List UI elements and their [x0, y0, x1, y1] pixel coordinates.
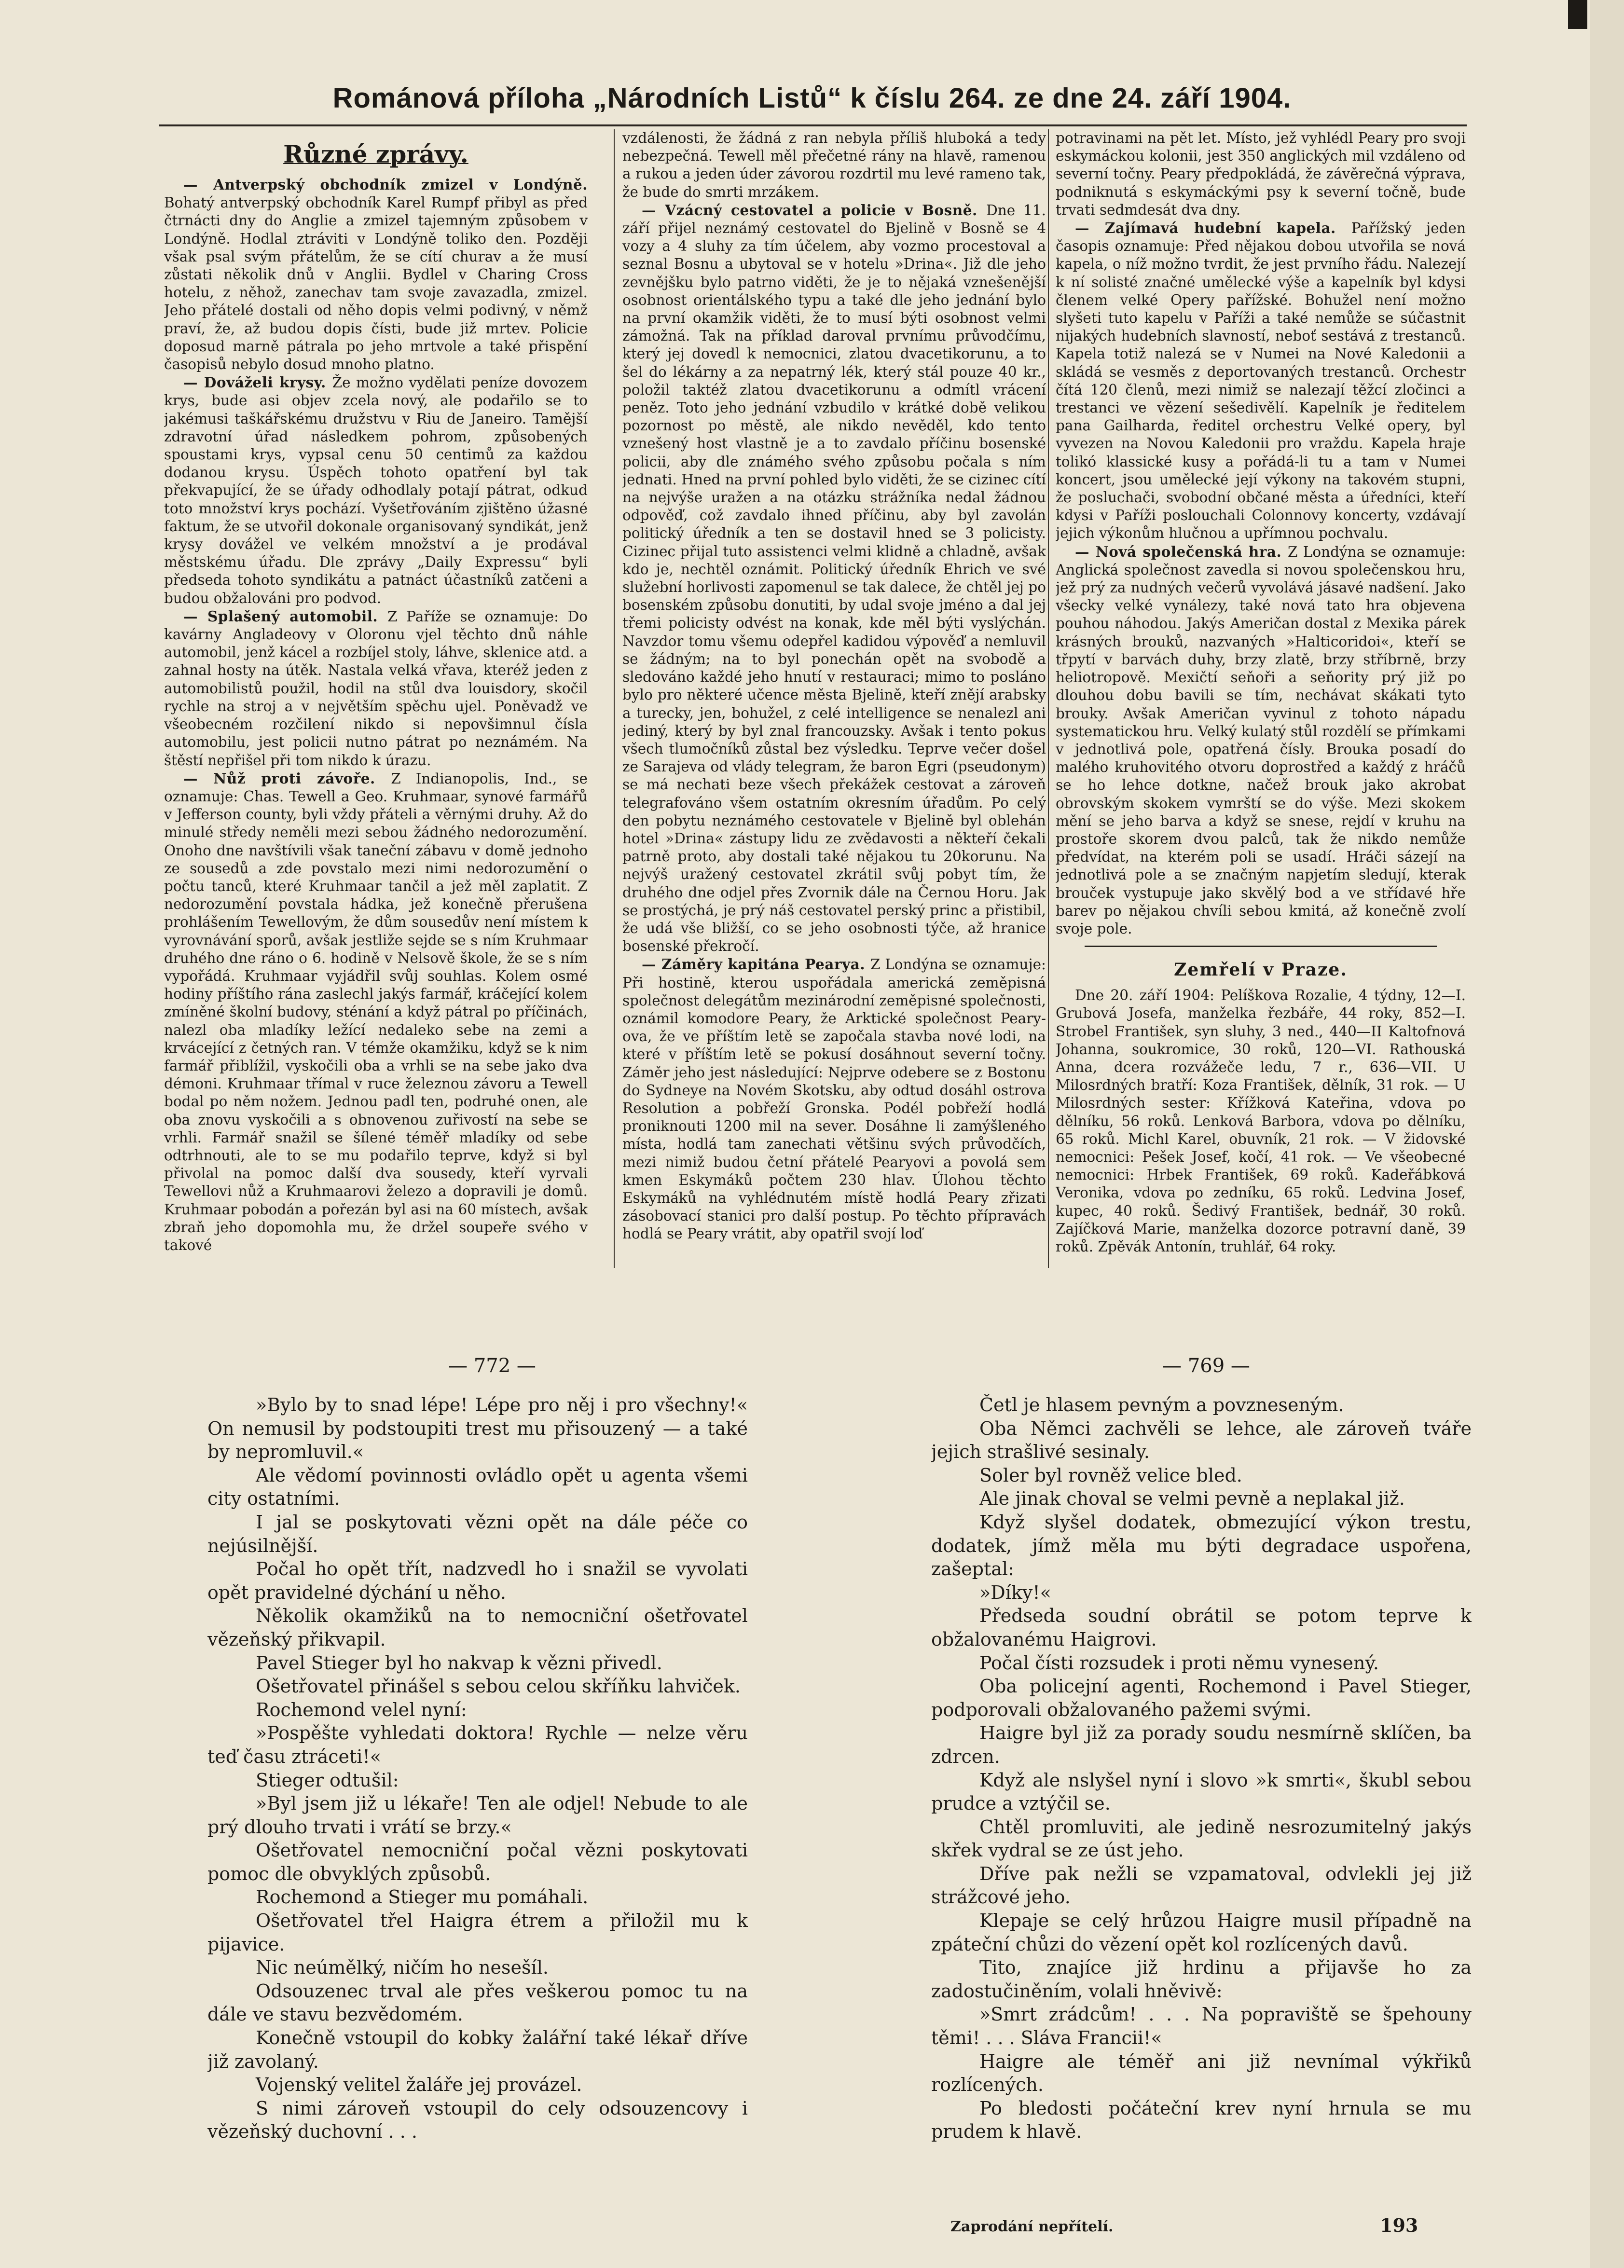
article-paragraph — [164, 373, 588, 607]
article-heading: — Nůž proti závoře. — [183, 770, 391, 787]
novel-paragraph: Ošetřovatel nemocniční počal vězni poskytovati pomoc dle obvyklých způsobů. — [207, 1840, 748, 1884]
article-body: Dne 11. září přijel neznámý cestovatel do Bjelině v Bosně se 4 vozy a 4 sluhy za tím účelem, aby vozmo procestoval a seznal Bosnu a ubytoval se v hotelu »Drina«. Již dle jeho zevnějšku bylo patrno viděti, že je to nějaká vznešenější osobnost orientálského typu a také dle jeho jednání bylo na první okamžik viděti, že to musí býti osobnost velmi zámožná. Tak na příklad daroval prvnímu průvodčímu, který jej dovedl k nemocnici, zlatou dvacetikorunu, a to šel do lékárny a za nepatrný lék, který stál pouze 40 kr., položil taktéž zlatou dvacetikorunu a odmítl vrácení peněz. Toto jeho jednání vzbudilo v krátké době velikou pozornost po městě, ale nikdo nevěděl, kdo tento vznešený host vlastně je a to zavdalo příčinu bosenské policii, aby dle známého svého způsobu počala s ním jednati. Hned na první pohled bylo viděti, že se cizinec cítí na nejvýše uražen a na otázku strážníka nedal žádnou odpověď, což zavdalo ihned příčinu, aby byl zavolán politický úředník a ten se dostavil hned se 3 policisty. Cizinec přijal tuto assistenci velmi klidně a chladně, avšak kdo je, nechtěl oznámit. Politický úředník Ehrich ve své služební horlivosti zapomenul se tak dalece, že chtěl jej po bosenském způsobu donutiti, by udal svoje jméno a dal jej třemi policisty odvést na konak, kde měl býti vyslýchán. Navzdor tomu všemu odepřel kadidou výpověď a nemluvil se žádným; na to byl ponechán opět na svobodě a sledováno každé jeho hnutí v restauraci; mimo to posláno bylo pro některé učence města Bjelině, kteří znějí arabsky a turecky, jen, bohužel, z celé intelligence se nenalezl ani jediný, který by byl znal francouzsky. Avšak i tento pokus všech tlumočníků zůstal bez výsledku. Teprve večer došel ze Sarajeva od vlády telegram, že baron Egri (pseudonym) se má nechati beze všech překážek cestovat a zároveň telegrafováno všem ostatním okresním úřadům. Po celý den pobytu neznámého cestovatele v Bjelině byl oblehán hotel »Drina« zástupy lidu ze zvědavosti a někteří čekali patrně proto, aby dostali také nějakou tu 20korunu. Na nejvýš uražený cestovatel zkrátil svůj pobyt tím, že druhého dne odjel přes Zvornik dále na Černou Horu. Jak se prostýchá, je prý náš cestovatel perský princ a přistibil, že udá vše bližší, co se jeho osobnosti týče, až hranice bosenské překročí. — [622, 202, 1046, 955]
novel-page-number-left: — 772 — — [448, 1355, 536, 1377]
page-header: Románová příloha „Národních Listů“ k číslu 264. ze dne 24. září 1904. — [332, 82, 1292, 114]
novel-paragraph: »Byl jsem již u lékaře! Ten ale odjel! Nebude to ale prý dlouho trvati i vrátí se brzy.« — [207, 1793, 748, 1838]
novel-paragraph: Ale jinak choval se velmi pevně a neplakal již. — [979, 1488, 1405, 1510]
novel-paragraph: Odsouzenec trval ale přes veškerou pomoc tu na dále ve stavu bezvědomém. — [207, 1980, 748, 2025]
novel-paragraph: Haigre ale téměř ani již nevnímal výkřiků rozlícených. — [931, 2050, 1472, 2096]
article-paragraph — [1056, 219, 1466, 543]
article-heading: — Splašený automobil. — [183, 607, 388, 625]
article-body: Pařížský jeden časopis oznamuje: Před nějakou dobou utvořila se nová kapela, o níž možno tvrdit, že jest prvního řádu. Nalezejí k ní solisté značné umělecké výše a kapelník byl kdysi členem velké Opery pařížské. Bohužel není možno slyšeti tuto kapelu v Paříži a také nemůže se súčastnit nijakých hudebních slavností, neboť sestává z trestanců. Kapela totiž nalezá se v Numei na Nové Kaledonii a skládá se vesměs z deportovaných trestanců. Orchestr čítá 120 členů, mezi nimiž se nalezají těžcí zločinci a trestanci ve vězení sešedivělí. Kapelník je ředitelem pana Gailharda, ředitel orchestru Velké opery, byl vyvezen na Novou Kaledonii pro vraždu. Kapela hraje tolikó klassické kusy a pořádá-li tu a tam v Numei koncert, jsou umělecké její výkony na takovém stupni, že posluchači, svobodní občané města a úředníci, kteří kdysi v Paříži poslouchali Colonnovy koncerty, vzdávají jejich výkonům hlučnou a upřímnou pochvalu. — [1056, 220, 1466, 542]
article-body: Z Paříže se oznamuje: Do kavárny Angladeovy v Oloronu vjel těchto dnů náhle automobil, jenž kácel a rozbíjel stoly, láhve, sklenice atd. a zahnal hosty na útěk. Nastala velká vřava, kteréž jeden z automobilistů použil, hodil na stůl dva louisdory, skočil rychle na stroj a v největším spěchu ujel. Poněvadž ve všeobecném rozčilení nikdo si nepovšimnul čísla automobilu, jest policii nutno pátrat po neznámém. Na štěstí nepřišel při tom nikdo k úrazu. — [164, 608, 588, 769]
novel-text-left — [207, 1393, 748, 2175]
novel-paragraph: »Bylo by to snad lépe! Lépe pro něj i pro všechny!« On nemusil by podstoupiti trest mu přisouzený — a také by nepromluvil.« — [207, 1394, 748, 1463]
novel-paragraph: Když slyšel dodatek, obmezující výkon trestu, dodatek, jímž měla mu býti degradace uspořena, zašeptal: — [931, 1511, 1472, 1580]
article-heading: — Dováželi krysy. — [183, 374, 332, 391]
article-body: Z Londýna se oznamuje: Při hostině, kterou uspořádala americká zeměpisná společnost delegátům mezinárodní zeměpisné společnosti, oznámil komodore Peary, že Arktické společnost Peary-ova, že ve příštím letě se započala stavba nové lodi, na které v příštím letě se pokusí dosáhnout severní točny. Záměr jeho jest následující: Nejprve odebere se z Bostonu do Sydneye na Novém Skotsku, aby odtud dosáhl ostrova Resolution a pobřeží Gronska. Podél pobřeží hodlá proniknouti 1200 mil na sever. Dosáhne li zamýšleného místa, hodlá tam zanechati většinu svých průvodčích, mezi nimiž budou četní přátelé Pearyovi a povolá sem kmen Eskymáků počtem 230 hlav. Úlohou těchto Eskymáků na vyhlédnutém místě hodlá Peary zřizati zásobovací stanici pro další postup. Po těchto přípravách hodlá se Peary vrátit, aby opatřil svojí loď — [622, 956, 1046, 1242]
article-paragraph — [622, 955, 1046, 1243]
novel-paragraph: Klepaje se celý hrůzou Haigre musil případně na zpáteční chůzi do vězení opět kol rozlícených davů. — [931, 1910, 1472, 1955]
novel-paragraph: Ale vědomí povinnosti ovládlo opět u agenta všemi city ostatními. — [207, 1464, 748, 1510]
novel-paragraph: I jal se poskytovati vězni opět na dále péče co nejúsilnější. — [207, 1511, 748, 1556]
column-2 — [622, 129, 1046, 1278]
article-paragraph — [164, 607, 588, 770]
page-edge — [1590, 0, 1624, 2268]
article-heading: — Vzácný cestovatel a policie v Bosně. — [642, 201, 987, 219]
article-paragraph — [1056, 543, 1466, 938]
novel-paragraph: Počal čísti rozsudek i proti němu vynesený. — [979, 1652, 1379, 1674]
novel-paragraph: Ošetřovatel přinášel s sebou celou skříňku lahviček. — [256, 1676, 741, 1697]
continued-text: potravinami na pět let. Místo, jež vyhlédl Peary pro svoji eskymáckou kolonii, jest 350 anglických mil vzdáleno od severní točny. Peary předpokládá, že závěrečná výprava, podniknutá s eskymáckými psy k severní točně, bude trvati sedmdesát dva dny. — [1056, 130, 1466, 218]
novel-paragraph: Tito, znajíce již hrdinu a přijavše ho za zadostučiněním, volali hněvivě: — [931, 1957, 1472, 2002]
article-heading: — Nová společenská hra. — [1075, 543, 1288, 560]
column-3-articles — [1056, 219, 1466, 938]
novel-paragraph: Četl je hlasem pevným a povzneseným. — [979, 1394, 1344, 1416]
novel-text-right — [931, 1393, 1472, 2175]
column-1 — [164, 129, 588, 1278]
article-body: Bohatý antverpský obchodník Karel Rumpf přibyl as před čtrnácti dny do Anglie a zmizel tajemným způsobem v Londýně. Hodlal ztráviti v Londýně toliko den. Později však psal svým přátelům, že se cítí churav a že musí zůstati několik dnů v Anglii. Bydlel v Charing Cross hotelu, z něhož, zanechav tam svoje zavazadla, zmizel. Jeho přátelé dostali od něho dopis velmi podivný, v němž praví, že, až budou dopis čísti, bude již mrtev. Policie doposud marně pátrala po jeho mrtvole a také přispění časopisů nebylo dosud mnoho platno. — [164, 194, 588, 373]
article-heading: — Antverpský obchodník zmizel v Londýně. — [183, 176, 588, 193]
novel-paragraph: »Díky!« — [979, 1581, 1051, 1603]
novel-paragraph: Chtěl promluviti, ale jedině nesrozumitelný jakýs skřek vydral se ze úst jeho. — [931, 1816, 1472, 1861]
article-paragraph — [164, 770, 588, 1254]
column-divider — [1048, 129, 1049, 1268]
article-paragraph — [622, 201, 1046, 956]
article-body: Z Londýna se oznamuje: Anglická společnost zavedla si novou společenskou hru, jež prý za nudných večerů vyvolává jásavé nadšení. Jako všecky velké vynálezy, také nová tato hra objevena pouhou náhodou. Jakýs Američan dostal z Mexika párek krásných brouků, nazvaných »Halticoridoi«, kteří se třpytí v barvách duhy, brzy zlatě, brzy stříbrně, brzy heliotropově. Mexičtí seňoři a seňority prý již po dlouhou dobu bavili se tím, nechávat skákati tyto brouky. Avšak Američan vyvinul z tohoto nápadu systematickou hru. Velký kulatý stůl rozdělí se přímkami v jednotlivá pole, opatřená čísly. Brouka posadí do malého kruhovitého otvoru doprostřed a každý z hráčů se ho lehce dotkne, načež brouk jako akrobat obrovským skokem vymrští se do výše. Mezi skokem mění se jeho barva a když se snese, rejdí v kruhu na prostoře skorem dvou palců, tak že nikdo nemůže předvídat, na kterém poli se usadí. Hráči sázejí na jednotlivá pole a se značným napjetím sledují, kterak brouček vystupuje jako skvělý bod a ve střídavé hře barev po nějakou chvíli sebou kmitá, až konečně zvolí svoje pole. — [1056, 543, 1466, 937]
column-2-articles — [622, 201, 1046, 1243]
novel-paragraph: Nic neúmělký, ničím ho nesešíl. — [256, 1957, 549, 1979]
novel-page-number-right: — 769 — — [1162, 1355, 1250, 1377]
novel-paragraph: Dříve pak nežli se vzpamatoval, odvlekli jej již strážcové jeho. — [931, 1863, 1472, 1908]
corner-mark — [1568, 0, 1587, 29]
article-body: Z Indianopolis, Ind., se oznamuje: Chas. Tewell a Geo. Kruhmaar, synové farmářů v Jefferson county, byli vždy přáteli a věrnými druhy. Až do minulé středy neměli mezi sebou žádného nedorozumění. Onoho dne navštívili však taneční zábavu v domě jednoho ze sousedů a zde povstalo mezi nimi nedorozumění o počtu tanců, které Kruhmaar tančil a jež měl zaplatit. Z nedorozumění povstala hádka, jež konečně přerušena prohlášením Tewellovým, že dům sousedův není místem k vyrovnávání sporů, avšak jestliže sejde se s ním Kruhmaar druhého dne ráno o 6. hodině v Nelsově škole, že se s ním vypořádá. Kruhmaar vyjádřil svůj souhlas. Kolem osmé hodiny příštího rána zaslechl jakýs farmář, kráčející kolem zmíněné školní budovy, sténání a když pátral po příčinách, nalezl oba mladíky ležící nedaleko sebe na zemi a krvácející z četných ran. V témže okamžiku, když se k nim farmář přiblížil, vyskočili oba a vrhli se na sebe jako dva démoni. Kruhmaar třímal v ruce železnou závoru a Tewell bodal po něm nožem. Jednou padl ten, podruhé onen, ale oba znovu vyskočili a s obnovenou zuřivostí na sebe se vrhli. Farmář snažil se šílené téměř mladíky od sebe odtrhnouti, ale to se mu podařilo teprve, když si byl přivolal na pomoc další dva sousedy, kteří vyrvali Tewellovi nůž a Kruhmaarovi železo a dopravili je domů. Kruhmaar pobodán a pořezán byl asi na 60 místech, avšak zbraň jeho dopomohla mu, že držel soupeře svého v takové — [164, 770, 588, 1253]
section-title: Různé zprávy. — [283, 140, 468, 168]
novel-paragraph: »Smrt zrádcům! . . . Na popraviště se špehouny těmi! . . . Sláva Francii!« — [931, 2004, 1472, 2049]
article-body: Že možno vydělati peníze dovozem krys, bude asi objev zcela nový, ale podařilo se to jakémusi taškářskému družstvu v Riu de Janeiro. Tamější zdravotní úřad následkem pohrom, způsobených spoustami krys, vypsal cenu 50 centimů za každou dodanou krysu. Úspěch tohoto opatření byl tak překvapující, že se úřady odhodlaly potají pátrat, odkud toto množství krys pochází. Vyšetřováním zjištěno úžasné faktum, že se utvořil dokonale organisovaný syndikát, jenž krysy dovážel ve velkém množství a je prodával městskému úřadu. Dle zprávy „Daily Expressu“ byli předseda tohoto syndikátu a patnáct účastníků zatčeni a budou obžalováni pro podvod. — [164, 374, 588, 606]
novel-footer-page: 193 — [1380, 2214, 1418, 2236]
column-divider — [614, 129, 615, 1268]
continued-text: vzdálenosti, že žádná z ran nebyla příliš hluboká a tedy nebezpečná. Tewell měl přečetné rány na hlavě, ramenou a rukou a jeden úder závorou rozdrtil mu levé rameno tak, že bude do smrti mrzákem. — [622, 130, 1046, 200]
novel-paragraph: Oba policejní agenti, Rochemond i Pavel Stieger, podporovali obžalovaného pažemi svými. — [931, 1676, 1472, 1720]
article-heading: — Záměry kapitána Pearya. — [642, 956, 871, 973]
novel-paragraph: Pavel Stieger byl ho nakvap k vězni přivedl. — [256, 1652, 662, 1674]
novel-paragraph: Rochemond velel nyní: — [256, 1699, 467, 1720]
novel-paragraph: S nimi zároveň vstoupil do cely odsouzencovy i vězeňský duchovní . . . — [207, 2097, 748, 2143]
deaths-title: Zemřelí v Praze. — [1174, 960, 1348, 980]
novel-paragraph: Když ale nslyšel nyní i slovo »k smrti«, škubl sebou prudce a vztýčil se. — [931, 1769, 1472, 1814]
header-rule — [159, 124, 1467, 126]
column-3 — [1056, 129, 1466, 1278]
article-paragraph — [164, 176, 588, 373]
novel-paragraph: Konečně vstoupil do kobky žalářní také lékař dříve již zavolaný. — [207, 2027, 748, 2072]
section-rule — [1085, 946, 1437, 947]
article-heading: — Zajímavá hudební kapela. — [1075, 220, 1351, 237]
novel-paragraph: Předseda soudní obrátil se potom teprve k obžalovanému Haigrovi. — [931, 1605, 1472, 1650]
novel-paragraph: Po bledosti počáteční krev nyní hrnula se mu prudem k hlavě. — [931, 2097, 1472, 2143]
novel-paragraph: »Pospěšte vyhledati doktora! Rychle — nelze věru teď času ztráceti!« — [207, 1722, 748, 1767]
novel-paragraph: Rochemond a Stieger mu pomáhali. — [256, 1886, 589, 1908]
deaths-list: Dne 20. září 1904: Pelíškova Rozalie, 4 týdny, 12—I. Grubová Josefa, manželka řezbáře, 44 roky, 852—I. Strobel František, syn sluhy, 3 ned., 440—II Kaltofnová Johanna, soukromice, 30 roků, 120—VI. Rathouská Anna, dcera rozvážeče ledu, 7 r., 636—VII. U Milosrdných bratří: Koza František, dělník, 31 rok. — U Milosrdných sester: Křížková Kateřina, vdova po dělníku, 56 roků. Lenková Barbora, vdova po dělníku, 65 roků. Michl Karel, obuvník, 21 rok. — V židovské nemocnici: Pešek Josef, kočí, 41 rok. — Ve všeobecné nemocnici: Hrbek František, 69 roků. Kadeřábková Veronika, vdova po zedníku, 65 roků. Ledvina Josef, kupec, 40 roků. Šedivý František, bednář, 30 roků. Zajíčková Marie, manželka dozorce potravní daně, 39 roků. Zpěvák Antonín, truhlář, 64 roky. — [1056, 987, 1466, 1255]
novel-paragraph: Oba Němci zachvěli se lehce, ale zároveň tváře jejich strašlivé sesinaly. — [931, 1417, 1472, 1463]
novel-paragraph: Vojenský velitel žaláře jej provázel. — [256, 2074, 582, 2096]
novel-paragraph: Ošetřovatel třel Haigra étrem a přiložil mu k pijavice. — [207, 1910, 748, 1955]
novel-paragraph: Haigre byl již za porady soudu nesmírně sklíčen, ba zdrcen. — [931, 1722, 1472, 1767]
novel-footer-title: Zaprodání nepřítelí. — [950, 2218, 1114, 2235]
novel-paragraph: Počal ho opět třít, nadzvedl ho i snažil se vyvolati opět pravidelné dýchání u něho. — [207, 1558, 748, 1603]
novel-paragraph: Několik okamžiků na to nemocniční ošetřovatel vězeňský přikvapil. — [207, 1605, 748, 1650]
column-1-articles — [164, 176, 588, 1254]
novel-paragraph: Soler byl rovněž velice bled. — [979, 1464, 1242, 1486]
novel-paragraph: Stieger odtušil: — [256, 1769, 399, 1791]
